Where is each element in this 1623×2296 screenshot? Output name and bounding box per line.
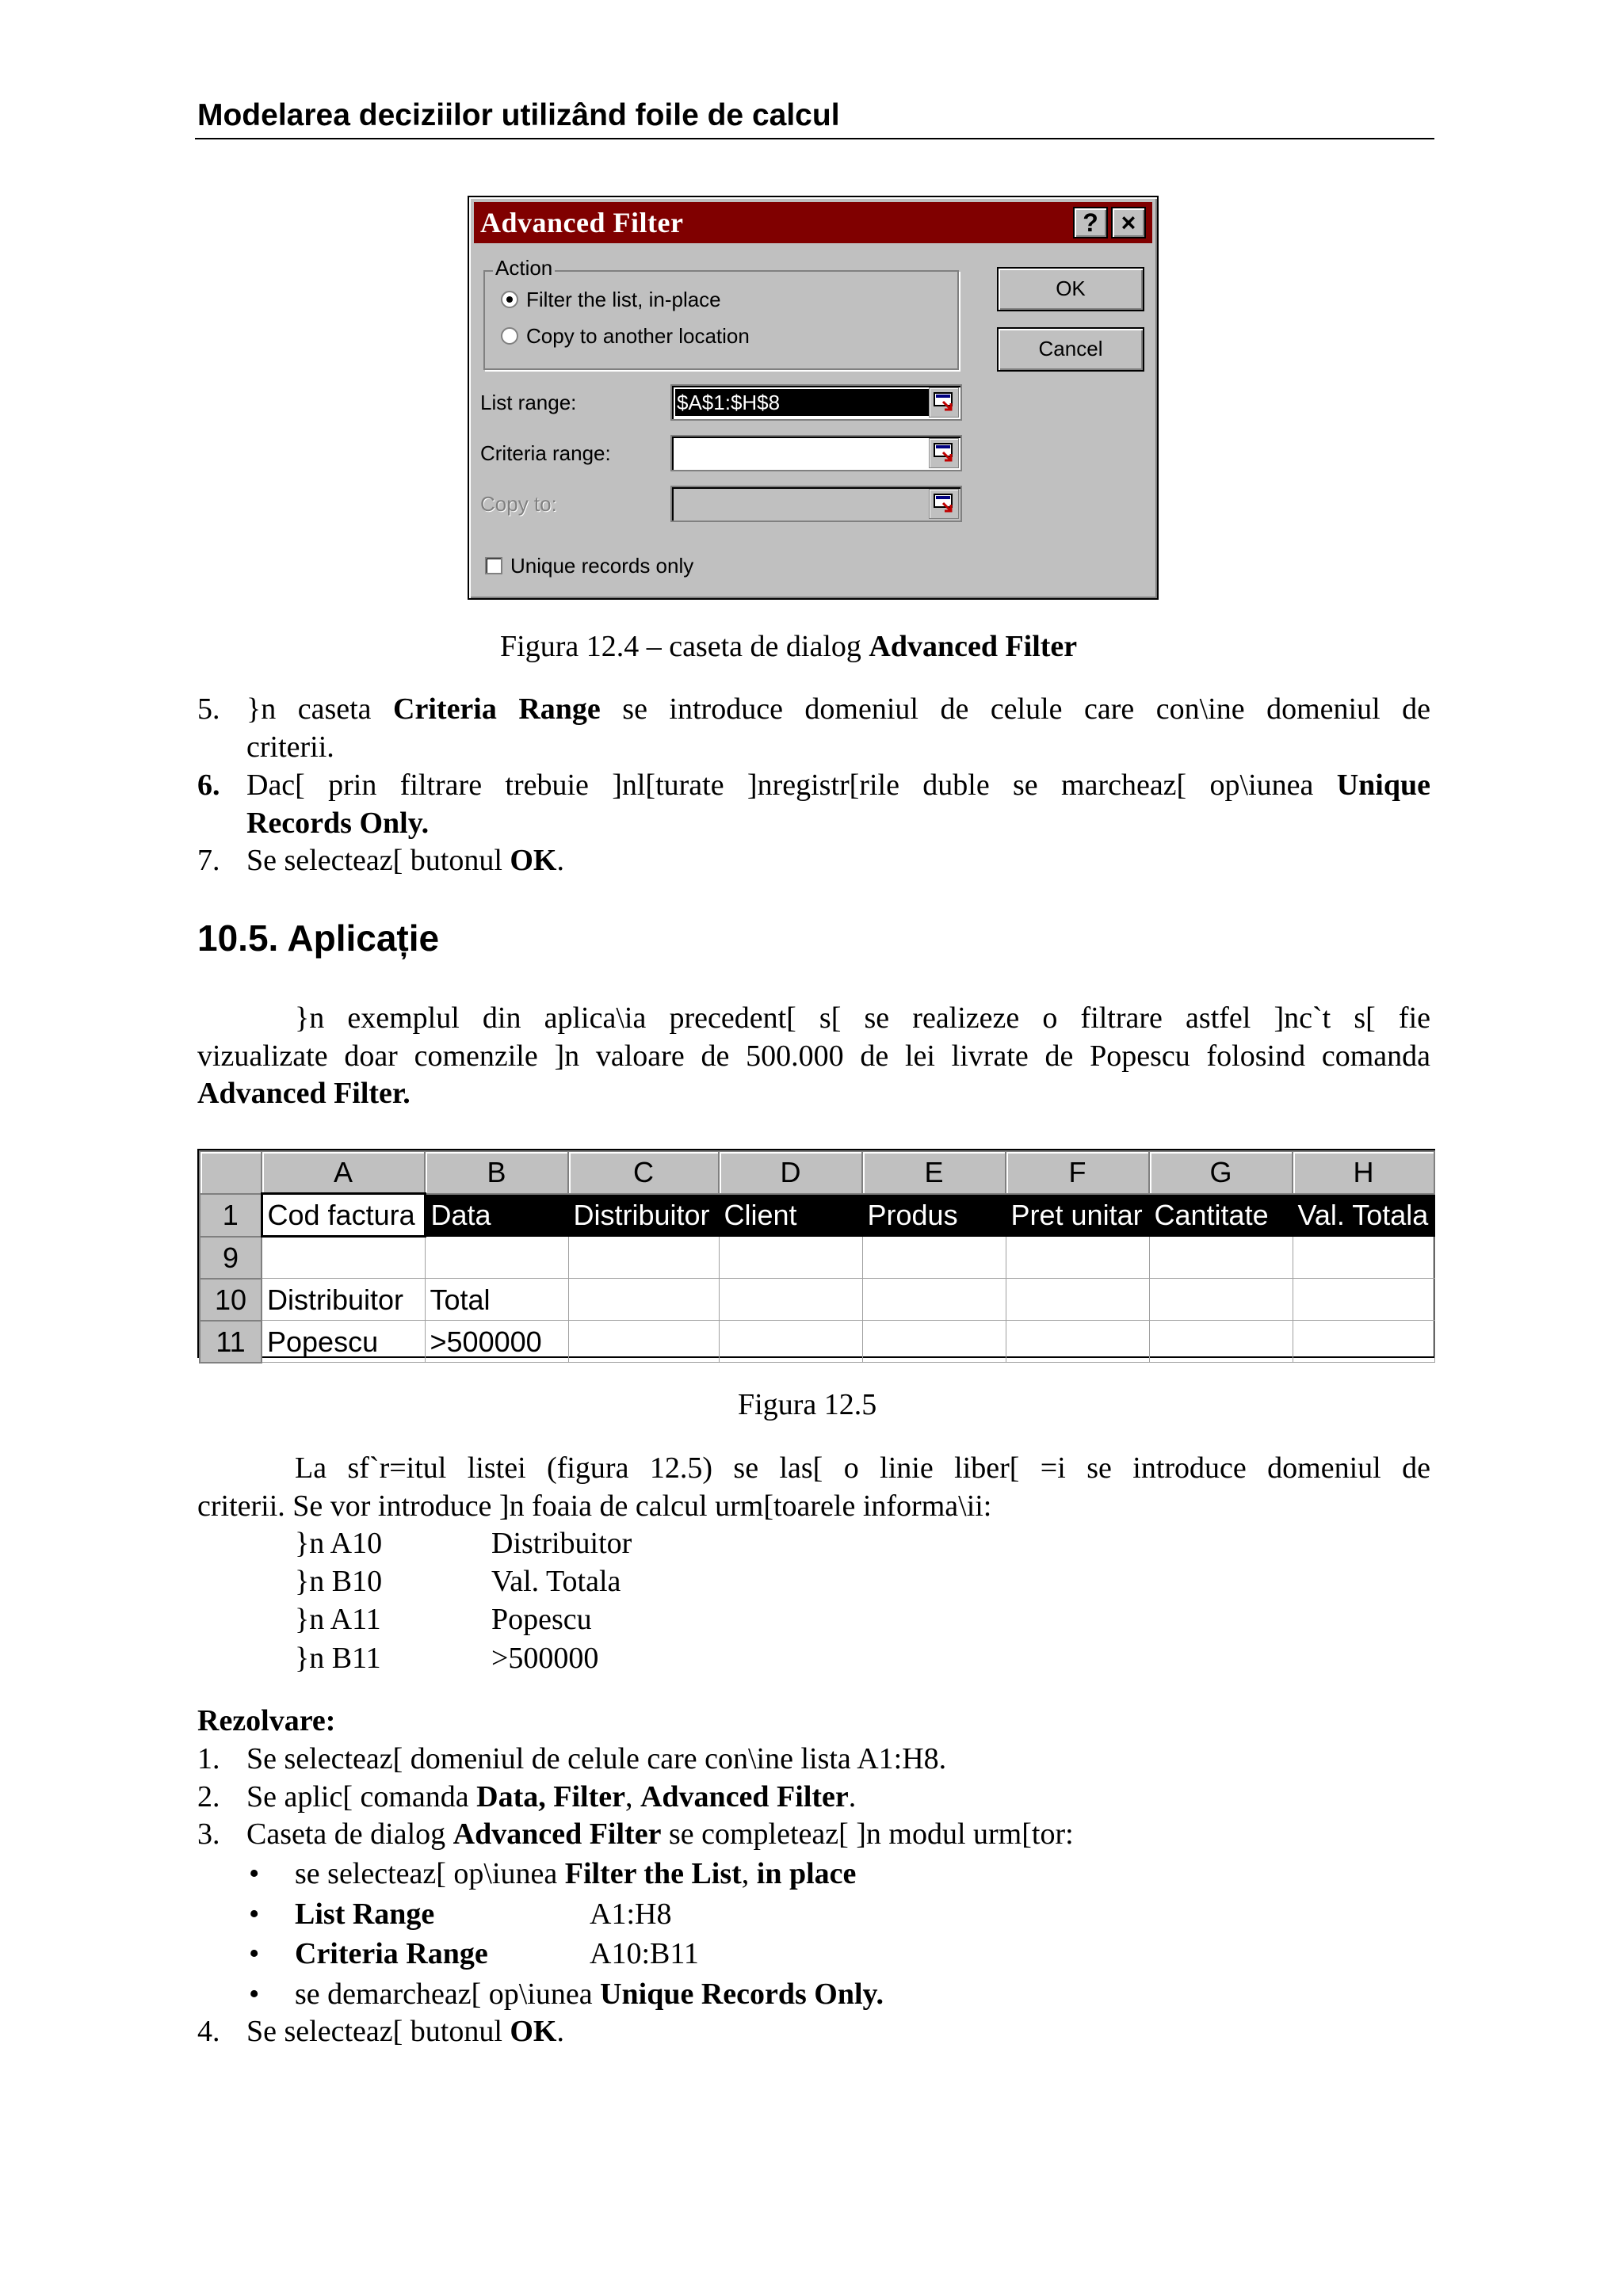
list-range-field[interactable] (670, 384, 962, 421)
cancel-button[interactable]: Cancel (997, 327, 1144, 372)
criteria-entry-value: Val. Totala (491, 1565, 621, 1598)
column-header-row (200, 1151, 1434, 1194)
sheet-cell[interactable] (1293, 1237, 1434, 1279)
sheet-cell[interactable]: Client (719, 1194, 862, 1237)
criteria-entry-value: >500000 (491, 1642, 599, 1675)
column-header[interactable]: H (1293, 1151, 1434, 1194)
criteria-entry-cell: }n A10 (295, 1527, 383, 1560)
sheet-cell[interactable]: Produs (862, 1194, 1006, 1237)
sheet-cell[interactable] (862, 1279, 1006, 1321)
dialog-title: Advanced Filter (480, 207, 684, 238)
row-header[interactable]: 9 (200, 1237, 262, 1279)
solution-step-1-number: 1. (197, 1742, 220, 1775)
sheet-cell[interactable] (1149, 1237, 1293, 1279)
sheet-cell[interactable] (862, 1321, 1006, 1363)
solution-step-3-number: 3. (197, 1817, 220, 1851)
close-button[interactable]: × (1111, 207, 1146, 238)
advanced-filter-dialog (468, 196, 1159, 600)
sheet-cell[interactable]: Total (425, 1279, 568, 1321)
copy-location-radio[interactable] (501, 327, 518, 345)
solution-step-2-number: 2. (197, 1780, 220, 1814)
header-rule (195, 138, 1434, 139)
list-range-label: List range: (480, 391, 577, 414)
bullet-icon: • (249, 1857, 260, 1890)
solution-step-2-text: Se aplic[ comanda Data, Filter, Advanced Filter. (246, 1780, 857, 1814)
list-range-value[interactable]: $A$1:$H$8 (675, 389, 929, 416)
copy-to-field[interactable] (670, 486, 962, 522)
criteria-entry-value: Popescu (491, 1603, 592, 1636)
unique-records-label[interactable]: Unique records only (510, 554, 694, 578)
bullet-3-label: Criteria Range (295, 1937, 488, 1970)
running-header: Modelarea deciziilor utilizând foile de calcul (197, 98, 840, 132)
table-row (200, 1321, 1434, 1363)
bullet-1-text: se selecteaz[ op\iunea Filter the List, in place (295, 1857, 857, 1890)
sheet-cell[interactable]: Distribuitor (262, 1279, 425, 1321)
criteria-entry-cell: }n A11 (295, 1603, 381, 1636)
criteria-entry-cell: }n B10 (295, 1565, 383, 1598)
bullet-4-text: se demarcheaz[ op\iunea Unique Records Only. (295, 1978, 884, 2011)
sheet-cell[interactable] (262, 1237, 425, 1279)
intro-line-2: vizualizate doar comenzile ]n valoare de 500.000 de lei livrate de Popescu folosind comanda (197, 1039, 1430, 1073)
step-5-line-1: }n caseta Criteria Range se introduce domeniul de celule care con\ine domeniul de (246, 692, 1430, 726)
section-heading: 10.5. Aplicație (197, 917, 440, 959)
step-6-number: 6. (197, 769, 220, 802)
sheet-cell[interactable] (719, 1237, 862, 1279)
figure-12-5-caption: Figura 12.5 (738, 1388, 877, 1421)
sheet-cell[interactable] (1006, 1237, 1149, 1279)
select-all-corner[interactable] (200, 1151, 262, 1194)
criteria-line-1: La sf`r=itul listei (figura 12.5) se las[ o linie liber[ =i se introduce domeniul de (295, 1451, 1430, 1485)
action-group-label: Action (493, 254, 555, 281)
sheet-cell[interactable]: Data (425, 1194, 568, 1237)
sheet-cell[interactable] (1006, 1279, 1149, 1321)
step-5-line-2: criterii. (246, 730, 334, 764)
filter-in-place-radio[interactable] (501, 291, 518, 308)
criteria-range-label: Criteria range: (480, 441, 611, 465)
table-row (200, 1194, 1434, 1237)
solution-step-4-number: 4. (197, 2015, 220, 2048)
table-row (200, 1237, 1434, 1279)
filter-in-place-label[interactable]: Filter the list, in-place (526, 288, 721, 311)
table-row (200, 1279, 1434, 1321)
solution-heading: Rezolvare: (197, 1704, 336, 1737)
sheet-cell[interactable] (568, 1237, 719, 1279)
sheet-cell[interactable]: Cod factura (262, 1194, 425, 1237)
intro-line-1: }n exemplul din aplica\ia precedent[ s[ se realizeze o filtrare astfel ]nc`t s[ fie (295, 1001, 1430, 1035)
column-header[interactable]: C (568, 1151, 719, 1194)
column-header[interactable]: D (719, 1151, 862, 1194)
step-6-line-1: Dac[ prin filtrare trebuie ]nl[turate ]nregistr[rile duble se marcheaz[ op\iunea Unique (246, 769, 1430, 802)
sheet-cell[interactable] (568, 1279, 719, 1321)
sheet-cell[interactable]: Popescu (262, 1321, 425, 1363)
column-header[interactable]: B (425, 1151, 568, 1194)
intro-line-3: Advanced Filter. (197, 1077, 411, 1110)
column-header[interactable]: E (862, 1151, 1006, 1194)
criteria-entry-cell: }n B11 (295, 1642, 381, 1675)
step-7-text: Se selecteaz[ butonul OK. (246, 844, 564, 877)
bullet-2-label: List Range (295, 1897, 435, 1931)
criteria-range-collapse-icon[interactable] (929, 438, 959, 468)
bullet-2-value: A1:H8 (590, 1897, 672, 1931)
sheet-cell[interactable]: Distribuitor (568, 1194, 719, 1237)
bullet-icon: • (249, 1937, 260, 1970)
unique-records-checkbox[interactable] (485, 557, 502, 574)
solution-step-4-text: Se selecteaz[ butonul OK. (246, 2015, 564, 2048)
copy-to-label: Copy to: (480, 492, 557, 516)
sheet-cell[interactable]: Val. Totala (1293, 1194, 1434, 1237)
solution-step-1-text: Se selecteaz[ domeniul de celule care con\ine lista A1:H8. (246, 1742, 947, 1775)
list-range-collapse-icon[interactable] (929, 387, 959, 418)
sheet-cell[interactable] (719, 1321, 862, 1363)
row-header[interactable]: 10 (200, 1279, 262, 1321)
criteria-line-2: criterii. Se vor introduce ]n foaia de calcul urm[toarele informa\ii: (197, 1489, 992, 1523)
dialog-title-bar (474, 202, 1152, 243)
copy-to-collapse-icon[interactable] (929, 489, 959, 519)
help-button[interactable]: ? (1073, 207, 1108, 238)
sheet-cell[interactable] (1149, 1279, 1293, 1321)
action-group (483, 270, 959, 370)
bullet-3-value: A10:B11 (590, 1937, 699, 1970)
sheet-cell[interactable] (1293, 1321, 1434, 1363)
copy-location-label[interactable]: Copy to another location (526, 324, 750, 348)
sheet-cell[interactable] (568, 1321, 719, 1363)
criteria-entry-value: Distribuitor (491, 1527, 632, 1560)
bullet-icon: • (249, 1897, 260, 1931)
criteria-range-field[interactable] (670, 435, 962, 471)
sheet-cell[interactable] (862, 1237, 1006, 1279)
column-header[interactable]: F (1006, 1151, 1149, 1194)
column-header[interactable]: G (1149, 1151, 1293, 1194)
bullet-icon: • (249, 1978, 260, 2011)
row-header[interactable]: 11 (200, 1321, 262, 1363)
sheet-cell[interactable] (1149, 1321, 1293, 1363)
figure-12-4-caption: Figura 12.4 – caseta de dialog Advanced Filter (500, 630, 1078, 663)
sheet-cell[interactable]: >500000 (425, 1321, 568, 1363)
sheet-cell[interactable] (425, 1237, 568, 1279)
sheet-cell[interactable] (719, 1279, 862, 1321)
sheet-cell[interactable]: Cantitate (1149, 1194, 1293, 1237)
step-7-number: 7. (197, 844, 220, 877)
sheet-cell[interactable]: Pret unitar (1006, 1194, 1149, 1237)
sheet-cell[interactable] (1006, 1321, 1149, 1363)
solution-step-3-text: Caseta de dialog Advanced Filter se completeaz[ ]n modul urm[tor: (246, 1817, 1074, 1851)
step-6-line-2: Records Only. (246, 807, 430, 840)
ok-button[interactable]: OK (997, 267, 1144, 311)
row-header[interactable]: 1 (200, 1194, 262, 1237)
spreadsheet (197, 1149, 1435, 1358)
sheet-cell[interactable] (1293, 1279, 1434, 1321)
step-5-number: 5. (197, 692, 220, 726)
column-header[interactable]: A (262, 1151, 425, 1194)
